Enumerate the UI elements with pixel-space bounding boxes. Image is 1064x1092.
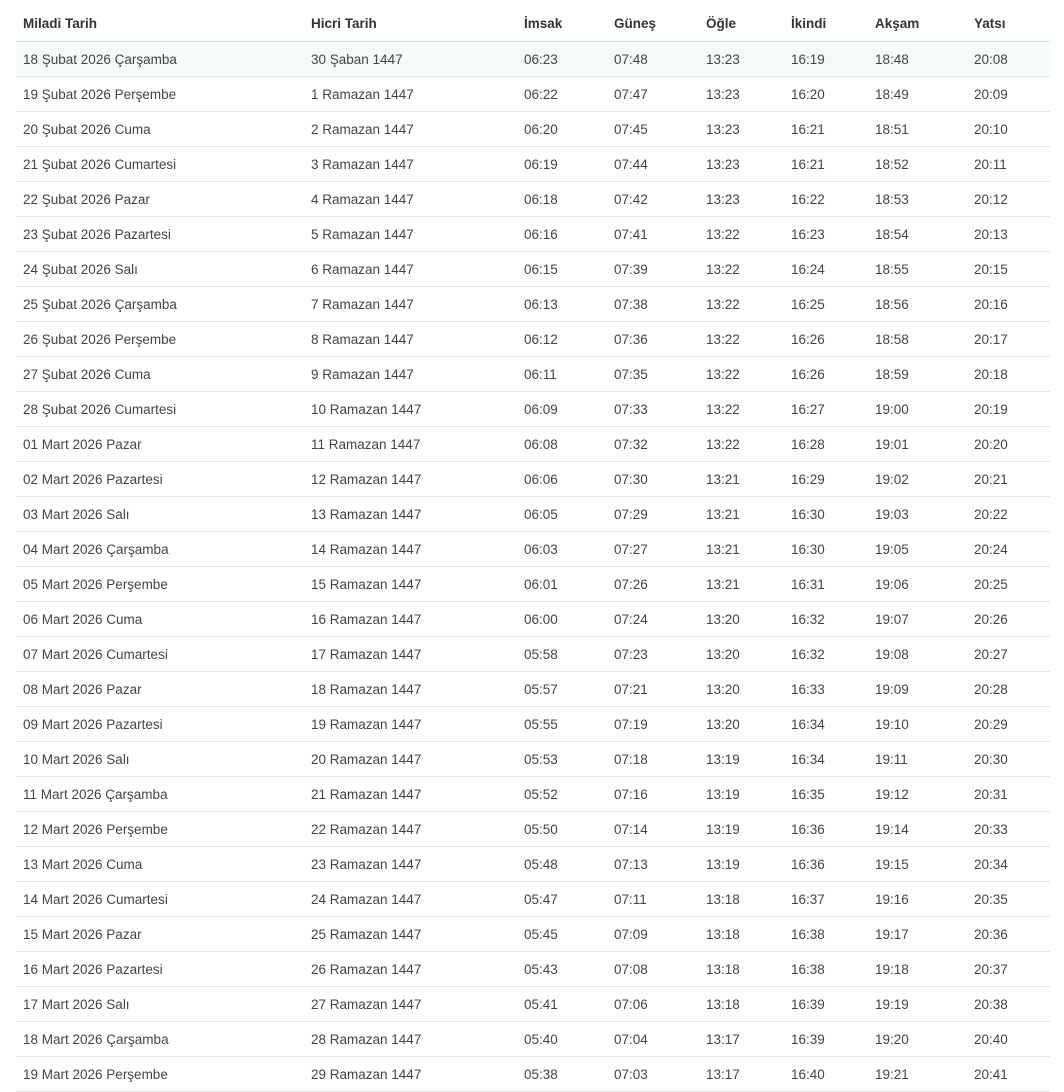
table-row bbox=[16, 357, 1050, 392]
cell-imsak: 06:09 bbox=[517, 392, 607, 427]
cell-imsak: 05:50 bbox=[517, 812, 607, 847]
cell-ogle: 13:23 bbox=[699, 42, 784, 77]
header-hicri-tarih: Hicri Tarih bbox=[304, 6, 517, 42]
cell-miladi-tarih: 10 Mart 2026 Salı bbox=[16, 742, 304, 777]
cell-gunes: 07:30 bbox=[607, 462, 699, 497]
cell-ogle: 13:23 bbox=[699, 147, 784, 182]
cell-aksam: 18:52 bbox=[868, 147, 967, 182]
table-row bbox=[16, 812, 1050, 847]
cell-gunes: 07:41 bbox=[607, 217, 699, 252]
cell-ikindi: 16:21 bbox=[784, 112, 868, 147]
cell-aksam: 19:08 bbox=[868, 637, 967, 672]
cell-yatsi: 20:25 bbox=[967, 567, 1050, 602]
cell-ikindi: 16:35 bbox=[784, 777, 868, 812]
cell-ikindi: 16:40 bbox=[784, 1057, 868, 1092]
cell-ogle: 13:21 bbox=[699, 497, 784, 532]
cell-ogle: 13:20 bbox=[699, 707, 784, 742]
cell-gunes: 07:27 bbox=[607, 532, 699, 567]
cell-ogle: 13:22 bbox=[699, 427, 784, 462]
cell-ikindi: 16:24 bbox=[784, 252, 868, 287]
cell-hicri-tarih: 7 Ramazan 1447 bbox=[304, 287, 517, 322]
cell-gunes: 07:08 bbox=[607, 952, 699, 987]
cell-miladi-tarih: 05 Mart 2026 Perşembe bbox=[16, 567, 304, 602]
table-row bbox=[16, 112, 1050, 147]
cell-miladi-tarih: 23 Şubat 2026 Pazartesi bbox=[16, 217, 304, 252]
cell-ogle: 13:22 bbox=[699, 287, 784, 322]
cell-aksam: 18:58 bbox=[868, 322, 967, 357]
cell-gunes: 07:18 bbox=[607, 742, 699, 777]
cell-aksam: 18:49 bbox=[868, 77, 967, 112]
cell-hicri-tarih: 5 Ramazan 1447 bbox=[304, 217, 517, 252]
cell-miladi-tarih: 26 Şubat 2026 Perşembe bbox=[16, 322, 304, 357]
cell-ikindi: 16:39 bbox=[784, 987, 868, 1022]
cell-gunes: 07:42 bbox=[607, 182, 699, 217]
cell-imsak: 06:20 bbox=[517, 112, 607, 147]
cell-yatsi: 20:37 bbox=[967, 952, 1050, 987]
cell-ikindi: 16:38 bbox=[784, 952, 868, 987]
cell-hicri-tarih: 29 Ramazan 1447 bbox=[304, 1057, 517, 1092]
cell-aksam: 19:03 bbox=[868, 497, 967, 532]
cell-ikindi: 16:39 bbox=[784, 1022, 868, 1057]
cell-miladi-tarih: 28 Şubat 2026 Cumartesi bbox=[16, 392, 304, 427]
cell-hicri-tarih: 15 Ramazan 1447 bbox=[304, 567, 517, 602]
cell-yatsi: 20:10 bbox=[967, 112, 1050, 147]
cell-imsak: 06:18 bbox=[517, 182, 607, 217]
cell-ogle: 13:19 bbox=[699, 777, 784, 812]
cell-imsak: 05:48 bbox=[517, 847, 607, 882]
cell-miladi-tarih: 18 Şubat 2026 Çarşamba bbox=[16, 42, 304, 77]
table-row bbox=[16, 567, 1050, 602]
cell-gunes: 07:35 bbox=[607, 357, 699, 392]
cell-imsak: 06:11 bbox=[517, 357, 607, 392]
cell-aksam: 19:00 bbox=[868, 392, 967, 427]
cell-ikindi: 16:21 bbox=[784, 147, 868, 182]
header-miladi-tarih: Miladi Tarih bbox=[16, 6, 304, 42]
cell-miladi-tarih: 20 Şubat 2026 Cuma bbox=[16, 112, 304, 147]
table-row bbox=[16, 147, 1050, 182]
cell-ikindi: 16:28 bbox=[784, 427, 868, 462]
cell-ikindi: 16:19 bbox=[784, 42, 868, 77]
cell-imsak: 06:19 bbox=[517, 147, 607, 182]
cell-ikindi: 16:36 bbox=[784, 847, 868, 882]
table-row bbox=[16, 847, 1050, 882]
cell-aksam: 18:54 bbox=[868, 217, 967, 252]
cell-miladi-tarih: 14 Mart 2026 Cumartesi bbox=[16, 882, 304, 917]
cell-imsak: 06:23 bbox=[517, 42, 607, 77]
cell-yatsi: 20:24 bbox=[967, 532, 1050, 567]
cell-ikindi: 16:30 bbox=[784, 497, 868, 532]
cell-yatsi: 20:27 bbox=[967, 637, 1050, 672]
cell-aksam: 19:01 bbox=[868, 427, 967, 462]
cell-miladi-tarih: 07 Mart 2026 Cumartesi bbox=[16, 637, 304, 672]
cell-aksam: 19:18 bbox=[868, 952, 967, 987]
cell-gunes: 07:47 bbox=[607, 77, 699, 112]
cell-imsak: 05:45 bbox=[517, 917, 607, 952]
table-row bbox=[16, 952, 1050, 987]
cell-hicri-tarih: 9 Ramazan 1447 bbox=[304, 357, 517, 392]
cell-ikindi: 16:32 bbox=[784, 637, 868, 672]
cell-hicri-tarih: 6 Ramazan 1447 bbox=[304, 252, 517, 287]
prayer-times-table bbox=[16, 6, 1050, 1092]
cell-imsak: 05:52 bbox=[517, 777, 607, 812]
cell-ogle: 13:20 bbox=[699, 637, 784, 672]
cell-ikindi: 16:29 bbox=[784, 462, 868, 497]
cell-aksam: 19:12 bbox=[868, 777, 967, 812]
cell-hicri-tarih: 18 Ramazan 1447 bbox=[304, 672, 517, 707]
cell-miladi-tarih: 22 Şubat 2026 Pazar bbox=[16, 182, 304, 217]
cell-imsak: 06:01 bbox=[517, 567, 607, 602]
cell-yatsi: 20:17 bbox=[967, 322, 1050, 357]
table-row bbox=[16, 602, 1050, 637]
cell-miladi-tarih: 01 Mart 2026 Pazar bbox=[16, 427, 304, 462]
cell-ikindi: 16:37 bbox=[784, 882, 868, 917]
cell-imsak: 05:47 bbox=[517, 882, 607, 917]
cell-imsak: 06:06 bbox=[517, 462, 607, 497]
cell-aksam: 19:14 bbox=[868, 812, 967, 847]
cell-aksam: 18:53 bbox=[868, 182, 967, 217]
cell-ikindi: 16:26 bbox=[784, 322, 868, 357]
cell-hicri-tarih: 30 Şaban 1447 bbox=[304, 42, 517, 77]
cell-imsak: 05:53 bbox=[517, 742, 607, 777]
table-row bbox=[16, 672, 1050, 707]
cell-ikindi: 16:38 bbox=[784, 917, 868, 952]
table-row bbox=[16, 77, 1050, 112]
table-row bbox=[16, 882, 1050, 917]
header-gunes: Güneş bbox=[607, 6, 699, 42]
cell-imsak: 06:03 bbox=[517, 532, 607, 567]
cell-ikindi: 16:26 bbox=[784, 357, 868, 392]
cell-yatsi: 20:34 bbox=[967, 847, 1050, 882]
cell-imsak: 05:38 bbox=[517, 1057, 607, 1092]
cell-hicri-tarih: 21 Ramazan 1447 bbox=[304, 777, 517, 812]
cell-ogle: 13:23 bbox=[699, 182, 784, 217]
cell-gunes: 07:04 bbox=[607, 1022, 699, 1057]
cell-ikindi: 16:23 bbox=[784, 217, 868, 252]
cell-yatsi: 20:18 bbox=[967, 357, 1050, 392]
cell-ogle: 13:19 bbox=[699, 742, 784, 777]
cell-ogle: 13:21 bbox=[699, 462, 784, 497]
cell-yatsi: 20:41 bbox=[967, 1057, 1050, 1092]
cell-aksam: 18:51 bbox=[868, 112, 967, 147]
cell-miladi-tarih: 27 Şubat 2026 Cuma bbox=[16, 357, 304, 392]
cell-gunes: 07:11 bbox=[607, 882, 699, 917]
cell-miladi-tarih: 16 Mart 2026 Pazartesi bbox=[16, 952, 304, 987]
cell-aksam: 18:56 bbox=[868, 287, 967, 322]
cell-hicri-tarih: 24 Ramazan 1447 bbox=[304, 882, 517, 917]
cell-hicri-tarih: 1 Ramazan 1447 bbox=[304, 77, 517, 112]
cell-ogle: 13:22 bbox=[699, 217, 784, 252]
cell-gunes: 07:45 bbox=[607, 112, 699, 147]
cell-miladi-tarih: 09 Mart 2026 Pazartesi bbox=[16, 707, 304, 742]
cell-gunes: 07:09 bbox=[607, 917, 699, 952]
cell-aksam: 19:02 bbox=[868, 462, 967, 497]
cell-yatsi: 20:26 bbox=[967, 602, 1050, 637]
cell-ikindi: 16:34 bbox=[784, 707, 868, 742]
cell-imsak: 06:00 bbox=[517, 602, 607, 637]
table-row bbox=[16, 182, 1050, 217]
cell-aksam: 18:55 bbox=[868, 252, 967, 287]
cell-aksam: 18:59 bbox=[868, 357, 967, 392]
cell-yatsi: 20:12 bbox=[967, 182, 1050, 217]
header-imsak: İmsak bbox=[517, 6, 607, 42]
table-row bbox=[16, 462, 1050, 497]
cell-ikindi: 16:32 bbox=[784, 602, 868, 637]
cell-aksam: 19:06 bbox=[868, 567, 967, 602]
cell-ikindi: 16:27 bbox=[784, 392, 868, 427]
cell-imsak: 06:16 bbox=[517, 217, 607, 252]
cell-ogle: 13:21 bbox=[699, 567, 784, 602]
cell-aksam: 19:20 bbox=[868, 1022, 967, 1057]
table-header bbox=[16, 6, 1050, 42]
cell-ogle: 13:22 bbox=[699, 357, 784, 392]
cell-ogle: 13:19 bbox=[699, 847, 784, 882]
cell-hicri-tarih: 17 Ramazan 1447 bbox=[304, 637, 517, 672]
cell-yatsi: 20:20 bbox=[967, 427, 1050, 462]
table-row bbox=[16, 637, 1050, 672]
cell-gunes: 07:29 bbox=[607, 497, 699, 532]
cell-gunes: 07:13 bbox=[607, 847, 699, 882]
cell-ogle: 13:20 bbox=[699, 672, 784, 707]
header-ogle: Öğle bbox=[699, 6, 784, 42]
cell-ogle: 13:22 bbox=[699, 392, 784, 427]
cell-miladi-tarih: 08 Mart 2026 Pazar bbox=[16, 672, 304, 707]
cell-yatsi: 20:29 bbox=[967, 707, 1050, 742]
cell-aksam: 19:15 bbox=[868, 847, 967, 882]
table-row bbox=[16, 1022, 1050, 1057]
cell-imsak: 05:41 bbox=[517, 987, 607, 1022]
table-row bbox=[16, 532, 1050, 567]
cell-gunes: 07:38 bbox=[607, 287, 699, 322]
cell-imsak: 05:55 bbox=[517, 707, 607, 742]
cell-ogle: 13:22 bbox=[699, 252, 784, 287]
table-row bbox=[16, 287, 1050, 322]
cell-aksam: 18:48 bbox=[868, 42, 967, 77]
cell-imsak: 06:15 bbox=[517, 252, 607, 287]
cell-miladi-tarih: 03 Mart 2026 Salı bbox=[16, 497, 304, 532]
cell-hicri-tarih: 22 Ramazan 1447 bbox=[304, 812, 517, 847]
table-row bbox=[16, 252, 1050, 287]
cell-hicri-tarih: 8 Ramazan 1447 bbox=[304, 322, 517, 357]
cell-imsak: 05:57 bbox=[517, 672, 607, 707]
cell-imsak: 06:05 bbox=[517, 497, 607, 532]
header-yatsi: Yatsı bbox=[967, 6, 1050, 42]
cell-imsak: 05:40 bbox=[517, 1022, 607, 1057]
cell-ogle: 13:21 bbox=[699, 532, 784, 567]
cell-gunes: 07:32 bbox=[607, 427, 699, 462]
cell-ogle: 13:17 bbox=[699, 1057, 784, 1092]
table-row bbox=[16, 322, 1050, 357]
cell-gunes: 07:21 bbox=[607, 672, 699, 707]
cell-gunes: 07:24 bbox=[607, 602, 699, 637]
cell-miladi-tarih: 19 Mart 2026 Perşembe bbox=[16, 1057, 304, 1092]
cell-aksam: 19:17 bbox=[868, 917, 967, 952]
cell-miladi-tarih: 06 Mart 2026 Cuma bbox=[16, 602, 304, 637]
cell-miladi-tarih: 15 Mart 2026 Pazar bbox=[16, 917, 304, 952]
cell-ikindi: 16:34 bbox=[784, 742, 868, 777]
cell-yatsi: 20:28 bbox=[967, 672, 1050, 707]
cell-hicri-tarih: 12 Ramazan 1447 bbox=[304, 462, 517, 497]
cell-gunes: 07:36 bbox=[607, 322, 699, 357]
table-row bbox=[16, 427, 1050, 462]
cell-hicri-tarih: 13 Ramazan 1447 bbox=[304, 497, 517, 532]
cell-imsak: 05:43 bbox=[517, 952, 607, 987]
cell-hicri-tarih: 10 Ramazan 1447 bbox=[304, 392, 517, 427]
cell-aksam: 19:05 bbox=[868, 532, 967, 567]
cell-gunes: 07:16 bbox=[607, 777, 699, 812]
cell-gunes: 07:06 bbox=[607, 987, 699, 1022]
cell-imsak: 06:13 bbox=[517, 287, 607, 322]
cell-aksam: 19:10 bbox=[868, 707, 967, 742]
cell-miladi-tarih: 11 Mart 2026 Çarşamba bbox=[16, 777, 304, 812]
cell-miladi-tarih: 19 Şubat 2026 Perşembe bbox=[16, 77, 304, 112]
cell-ikindi: 16:30 bbox=[784, 532, 868, 567]
cell-yatsi: 20:16 bbox=[967, 287, 1050, 322]
cell-yatsi: 20:11 bbox=[967, 147, 1050, 182]
cell-imsak: 05:58 bbox=[517, 637, 607, 672]
table-row bbox=[16, 742, 1050, 777]
table-row bbox=[16, 707, 1050, 742]
cell-gunes: 07:48 bbox=[607, 42, 699, 77]
table-row bbox=[16, 777, 1050, 812]
header-row bbox=[16, 6, 1050, 42]
cell-yatsi: 20:30 bbox=[967, 742, 1050, 777]
cell-gunes: 07:14 bbox=[607, 812, 699, 847]
cell-gunes: 07:39 bbox=[607, 252, 699, 287]
cell-hicri-tarih: 26 Ramazan 1447 bbox=[304, 952, 517, 987]
cell-gunes: 07:33 bbox=[607, 392, 699, 427]
cell-hicri-tarih: 14 Ramazan 1447 bbox=[304, 532, 517, 567]
cell-aksam: 19:11 bbox=[868, 742, 967, 777]
cell-gunes: 07:44 bbox=[607, 147, 699, 182]
cell-ogle: 13:23 bbox=[699, 112, 784, 147]
table-row bbox=[16, 987, 1050, 1022]
cell-miladi-tarih: 18 Mart 2026 Çarşamba bbox=[16, 1022, 304, 1057]
cell-ogle: 13:20 bbox=[699, 602, 784, 637]
cell-miladi-tarih: 13 Mart 2026 Cuma bbox=[16, 847, 304, 882]
cell-yatsi: 20:38 bbox=[967, 987, 1050, 1022]
cell-miladi-tarih: 25 Şubat 2026 Çarşamba bbox=[16, 287, 304, 322]
cell-hicri-tarih: 16 Ramazan 1447 bbox=[304, 602, 517, 637]
cell-miladi-tarih: 04 Mart 2026 Çarşamba bbox=[16, 532, 304, 567]
cell-ogle: 13:18 bbox=[699, 917, 784, 952]
cell-ogle: 13:18 bbox=[699, 952, 784, 987]
cell-gunes: 07:19 bbox=[607, 707, 699, 742]
header-ikindi: İkindi bbox=[784, 6, 868, 42]
cell-imsak: 06:08 bbox=[517, 427, 607, 462]
cell-hicri-tarih: 4 Ramazan 1447 bbox=[304, 182, 517, 217]
cell-yatsi: 20:40 bbox=[967, 1022, 1050, 1057]
cell-hicri-tarih: 2 Ramazan 1447 bbox=[304, 112, 517, 147]
cell-ikindi: 16:25 bbox=[784, 287, 868, 322]
cell-ikindi: 16:33 bbox=[784, 672, 868, 707]
table-body bbox=[16, 42, 1050, 1092]
cell-yatsi: 20:31 bbox=[967, 777, 1050, 812]
cell-hicri-tarih: 28 Ramazan 1447 bbox=[304, 1022, 517, 1057]
table-row bbox=[16, 42, 1050, 77]
cell-ikindi: 16:20 bbox=[784, 77, 868, 112]
cell-yatsi: 20:35 bbox=[967, 882, 1050, 917]
cell-miladi-tarih: 24 Şubat 2026 Salı bbox=[16, 252, 304, 287]
table-row bbox=[16, 1057, 1050, 1092]
cell-miladi-tarih: 21 Şubat 2026 Cumartesi bbox=[16, 147, 304, 182]
cell-hicri-tarih: 3 Ramazan 1447 bbox=[304, 147, 517, 182]
cell-ogle: 13:18 bbox=[699, 987, 784, 1022]
cell-miladi-tarih: 02 Mart 2026 Pazartesi bbox=[16, 462, 304, 497]
cell-yatsi: 20:08 bbox=[967, 42, 1050, 77]
cell-gunes: 07:03 bbox=[607, 1057, 699, 1092]
cell-aksam: 19:19 bbox=[868, 987, 967, 1022]
table-row bbox=[16, 217, 1050, 252]
header-aksam: Akşam bbox=[868, 6, 967, 42]
cell-imsak: 06:22 bbox=[517, 77, 607, 112]
cell-yatsi: 20:21 bbox=[967, 462, 1050, 497]
cell-hicri-tarih: 11 Ramazan 1447 bbox=[304, 427, 517, 462]
cell-ikindi: 16:22 bbox=[784, 182, 868, 217]
cell-ogle: 13:17 bbox=[699, 1022, 784, 1057]
cell-aksam: 19:21 bbox=[868, 1057, 967, 1092]
cell-hicri-tarih: 20 Ramazan 1447 bbox=[304, 742, 517, 777]
cell-hicri-tarih: 19 Ramazan 1447 bbox=[304, 707, 517, 742]
cell-ogle: 13:19 bbox=[699, 812, 784, 847]
cell-ikindi: 16:36 bbox=[784, 812, 868, 847]
cell-yatsi: 20:19 bbox=[967, 392, 1050, 427]
table-row bbox=[16, 392, 1050, 427]
cell-yatsi: 20:09 bbox=[967, 77, 1050, 112]
cell-yatsi: 20:22 bbox=[967, 497, 1050, 532]
cell-gunes: 07:26 bbox=[607, 567, 699, 602]
cell-ogle: 13:18 bbox=[699, 882, 784, 917]
cell-ikindi: 16:31 bbox=[784, 567, 868, 602]
cell-hicri-tarih: 27 Ramazan 1447 bbox=[304, 987, 517, 1022]
cell-ogle: 13:23 bbox=[699, 77, 784, 112]
table-row bbox=[16, 917, 1050, 952]
cell-miladi-tarih: 17 Mart 2026 Salı bbox=[16, 987, 304, 1022]
cell-miladi-tarih: 12 Mart 2026 Perşembe bbox=[16, 812, 304, 847]
cell-aksam: 19:09 bbox=[868, 672, 967, 707]
cell-imsak: 06:12 bbox=[517, 322, 607, 357]
cell-yatsi: 20:33 bbox=[967, 812, 1050, 847]
cell-aksam: 19:16 bbox=[868, 882, 967, 917]
cell-yatsi: 20:13 bbox=[967, 217, 1050, 252]
cell-hicri-tarih: 25 Ramazan 1447 bbox=[304, 917, 517, 952]
cell-ogle: 13:22 bbox=[699, 322, 784, 357]
cell-gunes: 07:23 bbox=[607, 637, 699, 672]
cell-hicri-tarih: 23 Ramazan 1447 bbox=[304, 847, 517, 882]
cell-yatsi: 20:36 bbox=[967, 917, 1050, 952]
cell-aksam: 19:07 bbox=[868, 602, 967, 637]
cell-yatsi: 20:15 bbox=[967, 252, 1050, 287]
table-row bbox=[16, 497, 1050, 532]
